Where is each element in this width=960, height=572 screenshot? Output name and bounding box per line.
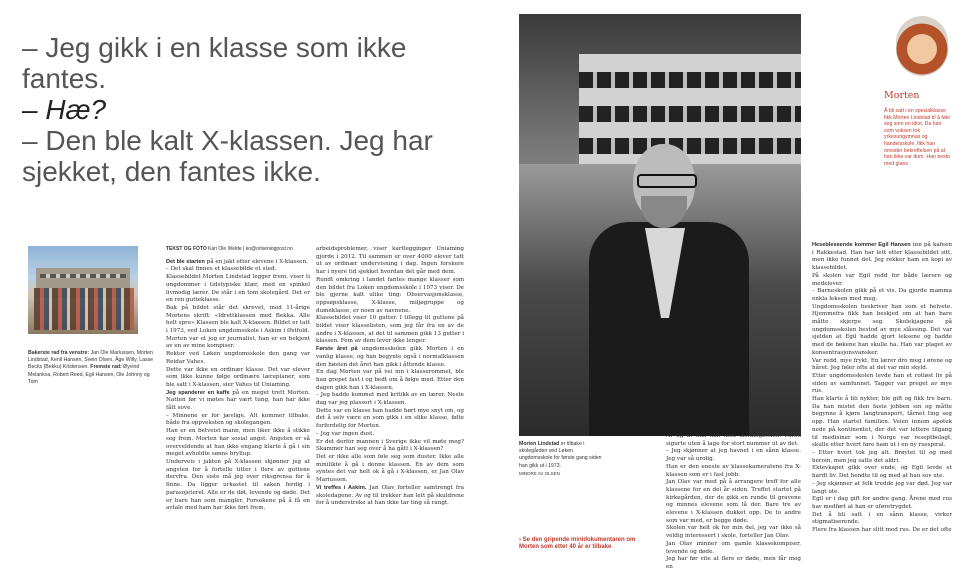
paragraph: Jeg spanderer en kaffe på en meget trett Morten. Natten før vi møtes har vært tung, han har ikke fått sove. bbox=[166, 389, 310, 412]
paragraph: Hesebleseende kommer Egil Hansen inn på kafeen i Rakkestad. Han har lett etter klassebildet sitt, men ikke funnet det. Jeg rekker ham en kopi av klassebildet. bbox=[812, 242, 953, 272]
paragraph: – Jeg skjønner at folk tredde jeg var død. Jeg var langt ute. bbox=[812, 480, 952, 495]
paragraph: – Etter hvert tok jeg alt. Brøytet til og med heroin, men jeg satte det aldri. bbox=[812, 449, 952, 464]
byline-label: TEKST OG FOTO bbox=[166, 246, 207, 252]
paragraph: Han er den eneste av klassekameratene fra X-klassen som er i fast jobb. bbox=[666, 463, 801, 478]
paragraph: Det ble starten på en jakt etter elevene i X-klassen. bbox=[166, 258, 308, 265]
class-photo-caption bbox=[28, 350, 160, 386]
paragraph: Av og til fikk han med meldingboken. Faren sigurte uten å lage for stort nummer ut av det. bbox=[666, 433, 801, 447]
caption-name: Morten Lindstad bbox=[519, 441, 560, 447]
paragraph: – Jeg skjønner at jeg havnet i en sånn klasse. Jeg var så urolig. bbox=[666, 448, 801, 463]
byline bbox=[166, 246, 310, 254]
headline-line-2: – Hæ? bbox=[22, 94, 107, 125]
caption-text-back-row: Jan Ole Mariussen, Morten Lindstad, Kenll Hansen, Svein Olsen, Åge Willy, Lasse Becks (Bekku) Kristensen. bbox=[28, 350, 154, 371]
paragraph: Vi treffes i Askim. Jan Olav forteller samtrengt fra skoledagene. Av og til trekker han lett på skuldrene for å understreke at han ikke tar ting så rangt. bbox=[316, 484, 464, 507]
photo-credit: MINDRE AV OLSEN bbox=[519, 470, 560, 476]
morten-portrait bbox=[896, 16, 948, 76]
morten-photo bbox=[519, 14, 801, 436]
paragraph: – Jeg var ingen dust. bbox=[316, 430, 375, 437]
sidebar-text: Å bli satt i en spesialklasse fikk Morten Lindstad til å føle seg som en idiot. Da han som voksen tok yrkesungymnas og handelsskole, fikk han omsider bekreftelsen på at han ikke var dum. Han besto med glans. bbox=[884, 108, 951, 167]
article-column-4 bbox=[812, 242, 952, 535]
headline bbox=[22, 32, 492, 187]
paragraph: Jeg har før vite at flere er døde, men får meg en bbox=[666, 556, 801, 570]
paragraph: Det å bli satt i en sånn klasse, virker stigmatiserende. bbox=[812, 511, 952, 526]
paragraph: Etter ungdomsskolen levde han et rotløst liv på siden av samfunnet. Tagger var preget av mye rus. bbox=[812, 372, 952, 395]
headline-line-3b: sjekket, den fantes ikke. bbox=[22, 156, 321, 187]
paragraph: Egil er i dag gift for andre gang. Årene med rus har medført at han er uføretrygdet. bbox=[812, 496, 952, 510]
caption-lead-front-row: Fremste rad: bbox=[90, 364, 122, 371]
sidebar-name: Morten bbox=[884, 90, 920, 101]
paragraph: Jan Olav var med på å arrangere treff for alle klassene for en del år siden. Treffet startet på kirkegården, der de gikk en runde til gravene og minnes elevene som lå der. Bare tre av elevene i X-klassen dukket opp. De to andre som var med, er begge døde. bbox=[666, 479, 801, 524]
paragraph: Underveis i jakten på X-klassen skjønner jeg at angsten for å fortelle titter i flere av guttene dervfra. Den siste må jeg over riksgrensa for å finne. Da ligger urkastet til saken ferdig i parasojeterel. Alle er de døt, levende og døde. Det er bare han som mangler. Forsokene på å få en avtale med ham har ikke ført frem. bbox=[166, 458, 310, 512]
video-teaser-link[interactable]: › Se den gripende minidokumentaren om Morten som etter 40 år er tilbake bbox=[519, 537, 636, 550]
paragraph: – Jeg hadde kommet med kritikk av en lærer. Neste dag var jeg plassert i X-klassen. bbox=[316, 392, 464, 407]
paragraph: Dette var ikke en ordinær klasse. Det var elever som ikke kunne følge ordinære læreplaner, som ble satt i X-klassen, sier Vahes til Uniaming. bbox=[166, 366, 310, 388]
paragraph: Klassebildet viser 10 gutter. I tillegg til guttene på bildet viser klasselisten, som jeg får fra en av de andre i X-klassen, at det til sammen gikk 13 gutter i klassen. Fem av dem lever ikke lenger. bbox=[316, 315, 464, 345]
paragraph: – Minnene er for jævlige. Alt kommer tilbake, både fra oppveksten og skolegangen. bbox=[166, 412, 310, 427]
paragraph: Klassebildet Morten Lindstad legger frem, viser ti ungdommer i tidstypiske klær, med en spinkel livmodig lærer. De står i en tom skolegård. Det er en ren gutteklasse. bbox=[166, 274, 310, 304]
class-photo bbox=[28, 246, 138, 334]
paragraph: Rundt omkring i landet fantes mange klasser som den bildet fra Loken ungdomsskole i 1973 viser. De ble gjerne kalt ulike ting: Observasjonsklasse, oppsøpsklasse, X-klasse, miljøgruppe og dumeklasse, er noen av navnene. bbox=[316, 276, 464, 314]
paragraph: Dette var en klasse han hadde hørt mye snyt om, og det å selv være en som gikk i en slike klasse, følte forferdelig for Morten. bbox=[316, 407, 464, 430]
paragraph: Ektevkapet gikk over ende, og Egil levde et hardt liv. Det hendte til og med at han sov ute. bbox=[812, 465, 952, 480]
byline-text: Kari Ole Welde | ko@orlseniogpost.no bbox=[206, 246, 293, 252]
paragraph: Ungdomsskolen beskriver han som et helvete. Hjemmefra fikk han beskjed om at han bare måtte skjerpe seg. Skolekjagene på ungdomsskolen bestod av mye slåssing. Det var sjelden at Egil hadde gjort leksene og hadde med de bøkene han skulle ha. Han var plaget av konsentrasjonsvansker. bbox=[812, 303, 952, 356]
paragraph: arbeidsproblemer, viser kartlegginger Uniaming gjorde i 2012. Til sammen er over 4000 elever tatt ut av ordinær undervisning i dag. Ingen forskere har i nyere tid sjekket hvordan det går med dem. bbox=[316, 246, 464, 276]
paragraph: Rektor ved Løken ungdomsskole den gang var Reidar Vahes. bbox=[166, 351, 310, 365]
paragraph: Jan Olav minner om gamle klassekompiser, levende og døde. bbox=[666, 540, 801, 555]
paragraph: Han klarte å bli nykter, ble gift og fikk tre barn. Da han mistet den faste jobben sin og måtte begynne å kjøre langtransport, tårnet ting seg opp. Han startet familien. Veien innom apotek nede på kontinentet, der det var lettere tilgang til medisiner som i Norge var reseptbelagt, skulle etter hvert føre ham ut i en ny russpiral. bbox=[812, 396, 952, 449]
paragraph: På skolen var Egil redd for både lærere og medelever. bbox=[812, 272, 952, 287]
paragraph: Morten var et jeg er journalist, han er en bekjent av en av mine kompiser. bbox=[166, 335, 310, 350]
article-column-3 bbox=[666, 433, 801, 572]
paragraph: Flere fra klassen har slitt med rus. De er det ofte bbox=[812, 527, 952, 534]
paragraph: En dag Morten var på vei inn i klasserommet, ble han grepet fast i og bedt om å følge med. Etter den dagen gikk han i X-klassen. bbox=[316, 369, 464, 391]
caption-text-front-row: Øyvind Melankva, Robert Reed, Egil Hansen, Ole Johnny og Tom bbox=[28, 364, 150, 385]
paragraph: Var redd, mye frykt. En lærer dro meg i ørene og håret. Jeg føler ofte at det var min skyld. bbox=[812, 357, 952, 372]
paragraph: Skolen var helt ok for min del, jeg var ikke så veldig interessert i skole, forteller Jan Olav. bbox=[666, 525, 801, 540]
caption-lead-back-row: Bakerste rad fra venstre: bbox=[28, 350, 90, 356]
paragraph: Han er en betveist mann, men liker ikke å stikke seg frem. Morten har sosial angst. Angsten er så overveldende at han ikke engang klarte å gå i sin meget avholdte sønns bryllup. bbox=[166, 428, 310, 458]
paragraph: – Barneskolen gikk på et vis. Da gjorde mamma enkla leksen med meg. bbox=[812, 288, 952, 302]
caption-text: er tilbake i skolegården ved Løken ungdomsskole for første gang siden han gikk ut i 1973. bbox=[519, 441, 602, 469]
paragraph: Bak på bildet står det skrevet, med 11-årige Mortens skrift: «Idrettklassen med Bekka. Alle helt spre» Klassen ble kalt X-klassen. Bildet er tatt i 1973, ved Loken ungdomsskole i Askim i Østfold. bbox=[166, 304, 310, 335]
paragraph: Det er ikke alle som føle seg som duster. Ikke alle minilikte å gå i denne klassen. En av dem som syntes det var helt ok å gå i X-klassen, er Jan Olav Mariussen. bbox=[316, 453, 464, 484]
morten-photo-caption bbox=[519, 441, 604, 478]
paragraph: Første året på ungdomsskolen gikk Morten i en vanlig klasse, og han begynte også i normalklassen den høsten det året han gikk i åttende klasse. bbox=[316, 346, 464, 368]
paragraph: Er det derfor mannen i Sverige ikke vil møte meg? Skammer han seg over å ha gått i X-klassen? bbox=[316, 438, 464, 453]
headline-line-1: – Jeg gikk i en klasse som ikke fantes. bbox=[22, 32, 407, 94]
headline-line-3a: – Den ble kalt X-klassen. Jeg har bbox=[22, 125, 433, 156]
article-column-1 bbox=[166, 246, 310, 513]
paragraph: – Det skal finnes et klassebilde et sted. bbox=[166, 266, 277, 273]
article-column-2 bbox=[316, 246, 464, 508]
